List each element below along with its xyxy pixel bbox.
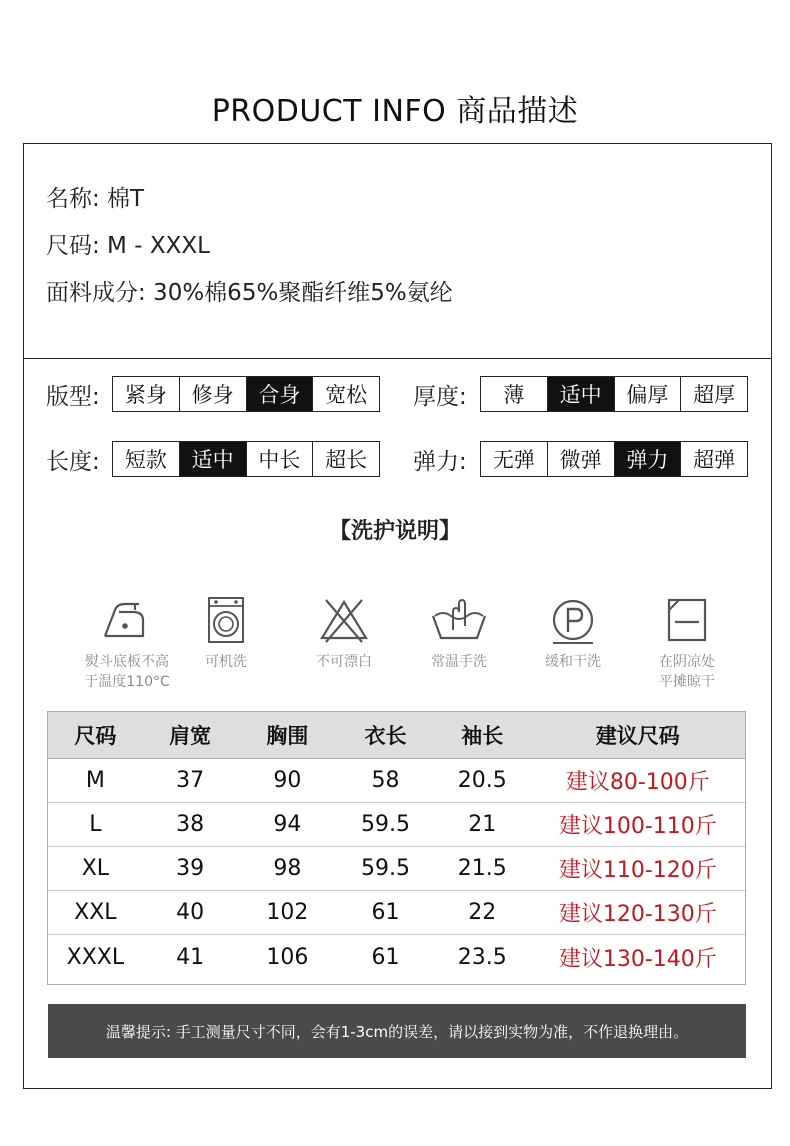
table-cell: 21 (468, 812, 497, 837)
length-selector (112, 441, 380, 477)
suggested-size-cell: 建议100-110斤 (558, 814, 717, 839)
fit-option: 宽松 (325, 383, 368, 407)
table-row (48, 759, 745, 803)
care-label-machine-wash: 可机洗 (205, 654, 247, 670)
table-cell: 61 (371, 900, 400, 925)
table-cell: 90 (273, 768, 302, 793)
elasticity-option: 弹力 (615, 442, 682, 476)
table-cell: 39 (176, 856, 205, 881)
table-cell: 22 (468, 900, 497, 925)
washing-machine-icon (194, 596, 258, 644)
table-cell: M (85, 768, 105, 793)
table-row (48, 847, 745, 891)
table-cell: 98 (273, 856, 302, 881)
product-fabric: 面料成分: 30%棉65%聚酯纤维5%氨纶 (46, 280, 453, 306)
size-table-header (48, 712, 745, 759)
table-cell: 23.5 (457, 944, 507, 970)
care-item-dry-clean (513, 596, 633, 672)
length-option: 超长 (325, 448, 368, 472)
header-sleeve: 袖长 (461, 724, 504, 748)
table-cell: 40 (176, 900, 205, 925)
elasticity-label: 弹力: (413, 449, 467, 475)
shade-dry-flat-icon (655, 596, 719, 644)
table-cell: 106 (266, 944, 309, 970)
care-item-hand-wash (399, 596, 519, 672)
table-row (48, 803, 745, 847)
suggested-size-cell: 建议120-130斤 (558, 902, 717, 927)
product-size-range: 尺码: M - XXXL (46, 233, 210, 259)
product-name: 名称: 棉T (46, 186, 145, 212)
suggested-size-cell: 建议130-140斤 (558, 946, 717, 972)
table-cell: XL (81, 856, 110, 881)
header-chest: 胸围 (266, 724, 309, 748)
table-cell: XXXL (66, 944, 125, 970)
tip-banner: 温馨提示: 手工测量尺寸不同，会有1-3cm的误差，请以接到实物为准，不作退换理由。 (48, 1004, 746, 1058)
no-bleach-icon (312, 596, 376, 644)
header-suggested-size: 建议尺码 (595, 724, 680, 748)
care-title: 【洗护说明】 (328, 519, 461, 544)
elasticity-selector (480, 441, 748, 477)
hand-wash-icon (427, 596, 491, 644)
table-cell: 58 (371, 768, 400, 793)
thickness-option: 超厚 (693, 383, 736, 407)
table-cell: 38 (176, 812, 205, 837)
elasticity-option: 无弹 (481, 442, 548, 476)
elasticity-option: 微弹 (548, 442, 615, 476)
thickness-option: 适中 (548, 377, 615, 411)
dry-clean-p-icon (541, 596, 605, 644)
iron-low-temp-icon (95, 596, 159, 644)
care-label-no-bleach: 不可漂白 (316, 654, 372, 670)
care-item-machine-wash (166, 596, 286, 672)
fit-option: 合身 (247, 377, 314, 411)
care-label-hand-wash: 常温手洗 (431, 654, 487, 670)
table-cell: 61 (371, 944, 400, 970)
suggested-size-cell: 建议80-100斤 (565, 770, 710, 795)
fit-option: 紧身 (113, 377, 180, 411)
table-cell: 21.5 (457, 856, 507, 881)
size-table (47, 711, 746, 985)
care-label-shade-dry: 在阴凉处 平摊晾干 (659, 654, 715, 690)
header-length: 衣长 (364, 724, 407, 748)
thickness-option: 薄 (481, 377, 548, 411)
fit-selector (112, 376, 380, 412)
length-option: 适中 (180, 442, 247, 476)
care-label-dry-clean: 缓和干洗 (545, 654, 601, 670)
thickness-selector (480, 376, 748, 412)
table-cell: 59.5 (361, 856, 411, 881)
table-cell: L (89, 812, 102, 837)
table-cell: 41 (176, 944, 205, 970)
table-cell: 59.5 (361, 812, 411, 837)
header-size: 尺码 (74, 724, 117, 748)
length-option: 中长 (247, 442, 314, 476)
length-option: 短款 (113, 442, 180, 476)
thickness-option: 偏厚 (615, 377, 682, 411)
thickness-label: 厚度: (413, 384, 467, 410)
table-row (48, 891, 745, 935)
table-cell: 94 (273, 812, 302, 837)
page-title: PRODUCT INFO 商品描述 (211, 94, 579, 129)
fit-label: 版型: (46, 384, 100, 410)
fit-option: 修身 (180, 377, 247, 411)
care-item-shade-dry (627, 596, 747, 692)
suggested-size-cell: 建议110-120斤 (558, 858, 717, 883)
table-cell: 102 (266, 900, 309, 925)
table-cell: 20.5 (457, 768, 507, 793)
care-label-iron: 熨斗底板不高 于温度110°C (84, 654, 170, 690)
table-row (48, 935, 745, 979)
table-cell: 37 (176, 768, 205, 793)
header-shoulder: 肩宽 (169, 724, 212, 748)
care-item-no-bleach (284, 596, 404, 672)
length-label: 长度: (46, 449, 100, 475)
elasticity-option: 超弹 (693, 448, 736, 472)
section-divider (23, 358, 772, 359)
table-cell: XXL (74, 900, 117, 925)
